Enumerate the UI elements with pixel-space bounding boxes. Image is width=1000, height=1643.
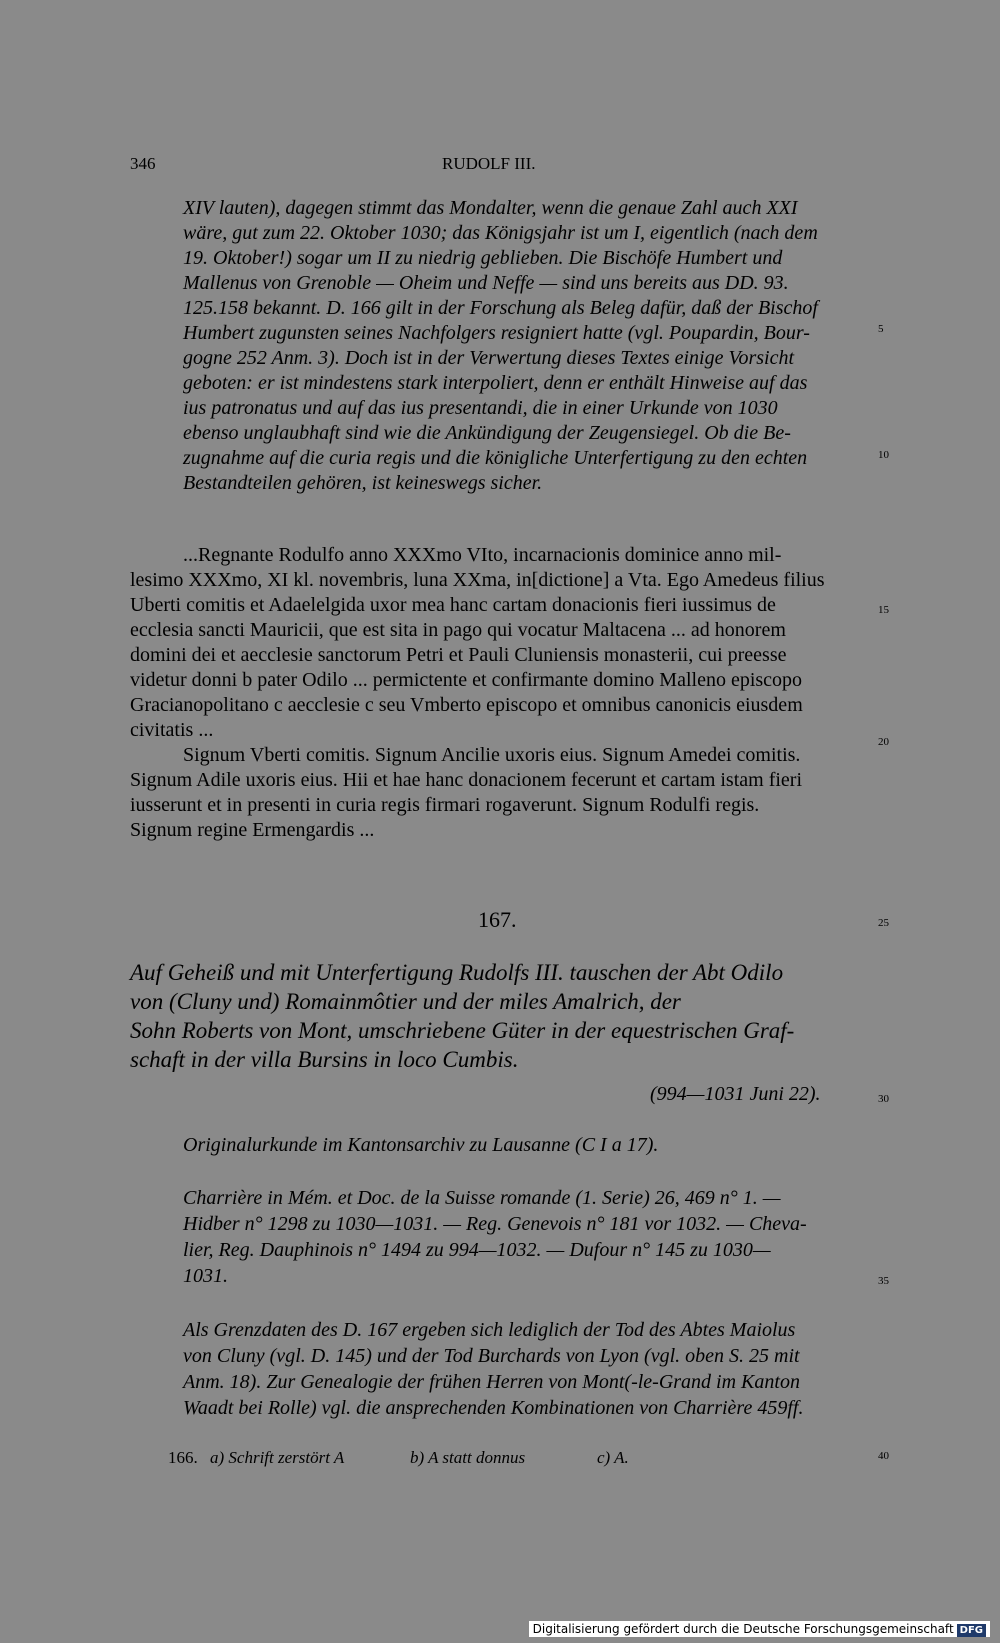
commentary-line: Humbert zugunsten seines Nachfolgers resigniert hatte (vgl. Poupardin, Bour- xyxy=(183,322,810,344)
latin-line: Signum regine Ermengardis ... xyxy=(130,819,375,841)
dfg-logo: DFG xyxy=(957,1624,986,1637)
latin-line: lesimo XXXmo, XI kl. novembris, luna XXma, in[dictione] a Vta. Ego Amedeus filius xyxy=(130,569,825,591)
footnote-b: b) A statt donnus xyxy=(410,1448,526,1467)
commentary-line: Mallenus von Grenoble — Oheim und Neffe — sind uns bereits aus DD. 93. xyxy=(183,272,789,294)
literature-line: lier, Reg. Dauphinois n° 1494 zu 994—1032. — Dufour n° 145 zu 1030— xyxy=(183,1239,771,1261)
literature-line: 1031. xyxy=(183,1265,228,1287)
line-number: 25 xyxy=(878,917,889,929)
literature-line: Hidber n° 1298 zu 1030—1031. — Reg. Genevois n° 181 vor 1032. — Cheva- xyxy=(183,1213,807,1235)
note-line: von Cluny (vgl. D. 145) und der Tod Burchards von Lyon (vgl. oben S. 25 mit xyxy=(183,1345,800,1367)
latin-line: videtur donni b pater Odilo ... permictente et confirmante domino Malleno episcopo xyxy=(130,669,803,691)
latin-line: civitatis ... xyxy=(130,719,214,741)
line-number: 40 xyxy=(878,1450,889,1462)
commentary-line: geboten: er ist mindestens stark interpoliert, denn er enthält Hinweise auf das xyxy=(183,372,808,394)
commentary-line: zugnahme auf die curia regis und die königliche Unterfertigung zu den echten xyxy=(183,447,808,469)
line-number: 35 xyxy=(878,1275,889,1287)
footnote-a: a) Schrift zerstört A xyxy=(210,1448,345,1467)
footer-credit xyxy=(529,1621,990,1637)
latin-line: domini dei et aecclesie sanctorum Petri et Pauli Cluniensis monasterii, cui preesse xyxy=(130,644,787,666)
commentary-line: Bestandteilen gehören, ist keineswegs sicher. xyxy=(183,472,543,494)
regest-line: schaft in der villa Bursins in loco Cumbis. xyxy=(130,1047,519,1072)
line-number: 30 xyxy=(878,1093,889,1105)
commentary-line: 19. Oktober!) sogar um II zu niedrig geblieben. Die Bischöfe Humbert und xyxy=(183,247,783,269)
line-number: 20 xyxy=(878,736,889,748)
running-title: RUDOLF III. xyxy=(442,154,536,173)
line-number: 5 xyxy=(878,323,884,335)
commentary-line: ebenso unglaubhaft sind wie die Ankündigung der Zeugensiegel. Ob die Be- xyxy=(183,422,791,444)
footer-text: Digitalisierung gefördert durch die Deutsche Forschungsgemeinschaft xyxy=(532,1622,954,1636)
line-number: 10 xyxy=(878,449,889,461)
regest-line: von (Cluny und) Romainmôtier und der miles Amalrich, der xyxy=(130,989,681,1014)
footnote-c: c) A. xyxy=(597,1448,629,1467)
commentary-line: wäre, gut zum 22. Oktober 1030; das Königsjahr ist um I, eigentlich (nach dem xyxy=(183,222,818,244)
document-number: 167. xyxy=(478,907,517,932)
line-number: 15 xyxy=(878,604,889,616)
latin-line: iusserunt et in presenti in curia regis firmari rogaverunt. Signum Rodulfi regis. xyxy=(130,794,760,816)
literature-line: Charrière in Mém. et Doc. de la Suisse romande (1. Serie) 26, 469 n° 1. — xyxy=(183,1187,781,1209)
commentary-line: XIV lauten), dagegen stimmt das Mondalter, wenn die genaue Zahl auch XXI xyxy=(183,197,798,219)
commentary-line: ius patronatus und auf das ius presentandi, die in einer Urkunde von 1030 xyxy=(183,397,778,419)
latin-line: ecclesia sancti Mauricii, que est sita in pago qui vocatur Maltacena ... ad honorem xyxy=(130,619,786,641)
regest-line: Auf Geheiß und mit Unterfertigung Rudolfs III. tauschen der Abt Odilo xyxy=(130,960,784,985)
tradition: Originalurkunde im Kantonsarchiv zu Lausanne (C I a 17). xyxy=(183,1134,659,1156)
latin-line: Signum Vberti comitis. Signum Ancilie uxoris eius. Signum Amedei comitis. xyxy=(183,744,801,766)
footnote-label: 166. xyxy=(168,1448,198,1467)
note-line: Anm. 18). Zur Genealogie der frühen Herren von Mont(-le-Grand im Kanton xyxy=(183,1371,800,1393)
commentary-line: 125.158 bekannt. D. 166 gilt in der Forschung als Beleg dafür, daß der Bischof xyxy=(183,297,818,319)
page-number: 346 xyxy=(130,154,156,173)
latin-line: Gracianopolitano c aecclesie c seu Vmberto episcopo et omnibus canonicis eiusdem xyxy=(130,694,803,716)
latin-line: Signum Adile uxoris eius. Hii et hae hanc donacionem fecerunt et cartam istam fieri xyxy=(130,769,803,791)
note-line: Als Grenzdaten des D. 167 ergeben sich lediglich der Tod des Abtes Maiolus xyxy=(183,1319,796,1341)
regest-line: Sohn Roberts von Mont, umschriebene Güter in der equestrischen Graf- xyxy=(130,1018,795,1043)
latin-line: ...Regnante Rodulfo anno XXXmo VIto, incarnacionis dominice anno mil- xyxy=(183,544,782,566)
document-date: (994—1031 Juni 22). xyxy=(650,1083,821,1105)
latin-line: Uberti comitis et Adaelelgida uxor mea hanc cartam donacionis fieri iussimus de xyxy=(130,594,776,616)
commentary-line: gogne 252 Anm. 3). Doch ist in der Verwertung dieses Textes einige Vorsicht xyxy=(183,347,795,369)
note-line: Waadt bei Rolle) vgl. die ansprechenden Kombinationen von Charrière 459ff. xyxy=(183,1397,804,1419)
